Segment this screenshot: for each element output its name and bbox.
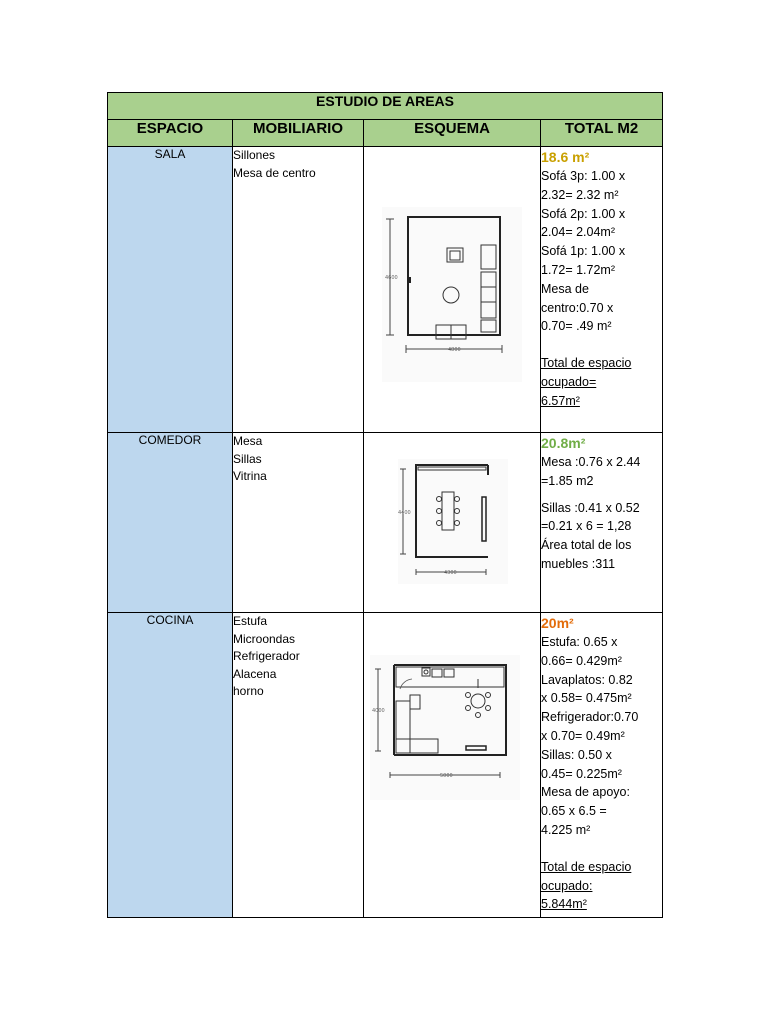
mobiliario-item: Sillas (233, 451, 262, 466)
header-espacio: ESPACIO (108, 120, 233, 147)
total-cell (541, 613, 663, 918)
mobiliario-cell (233, 147, 364, 433)
total-line: Sillas :0.41 x 0.52 (541, 500, 640, 515)
total-cell (541, 433, 663, 613)
total-line: 0.65 x 6.5 = (541, 804, 607, 819)
sala-dim-vertical: 4600 (385, 275, 398, 281)
table-row-comedor (108, 433, 663, 613)
comedor-floor-plan (398, 459, 508, 584)
cocina-dim-vertical: 4000 (372, 708, 385, 714)
total-summary-line: 5.844m² (541, 897, 587, 912)
total-line: Sofá 1p: 1.00 x (541, 244, 626, 259)
total-highlight: 20m² (541, 615, 574, 631)
header-mobiliario: MOBILIARIO (233, 120, 364, 147)
total-summary-line: 6.57m² (541, 393, 580, 408)
total-line: 2.32= 2.32 m² (541, 187, 619, 202)
mobiliario-item: Vitrina (233, 469, 267, 483)
esquema-cell (364, 433, 541, 613)
table-row-sala (108, 147, 663, 433)
total-line: Sofá 3p: 1.00 x (541, 169, 626, 183)
mobiliario-item: Mesa (233, 434, 263, 448)
total-line: centro:0.70 x (541, 300, 614, 315)
cocina-floor-plan (370, 655, 520, 800)
total-line: 0.45= 0.225m² (541, 766, 622, 781)
total-summary-line: ocupado= (541, 374, 597, 389)
comedor-dim-vertical: 4400 (398, 510, 411, 516)
total-line: 4.225 m² (541, 822, 591, 837)
total-line: =0.21 x 6 = 1,28 (541, 519, 632, 534)
total-line: Sofá 2p: 1.00 x (541, 206, 626, 221)
total-line: Sillas: 0.50 x (541, 747, 612, 762)
espacio-cell: COMEDOR (108, 433, 233, 613)
total-line: Mesa de (541, 281, 589, 296)
total-line: x 0.58= 0.475m² (541, 691, 632, 706)
mobiliario-item: Sillones (233, 148, 276, 162)
total-highlight: 18.6 m² (541, 149, 590, 165)
total-line: Estufa: 0.65 x (541, 635, 618, 649)
espacio-cell: SALA (108, 147, 233, 433)
total-line: muebles :311 (541, 556, 616, 571)
total-line: Mesa de apoyo: (541, 785, 630, 800)
mobiliario-item: Mesa de centro (233, 165, 316, 180)
header-esquema: ESQUEMA (364, 120, 541, 147)
total-line: 2.04= 2.04m² (541, 225, 616, 240)
total-line: 0.66= 0.429m² (541, 653, 622, 668)
total-line: Refrigerador:0.70 (541, 710, 639, 725)
total-line: Mesa :0.76 x 2.44 (541, 455, 641, 469)
esquema-cell (364, 613, 541, 918)
total-line: Lavaplatos: 0.82 (541, 672, 633, 687)
total-summary-line: Total de espacio (541, 859, 632, 874)
mobiliario-item: Alacena (233, 666, 277, 681)
header-total: TOTAL M2 (541, 120, 663, 147)
areas-table (107, 92, 663, 918)
mobiliario-item: horno (233, 684, 264, 698)
table-title: ESTUDIO DE AREAS (108, 93, 663, 120)
mobiliario-cell (233, 613, 364, 918)
total-highlight: 20.8m² (541, 435, 586, 451)
table-row-cocina (108, 613, 663, 918)
total-summary-line: Total de espacio (541, 356, 632, 371)
espacio-cell: COCINA (108, 613, 233, 918)
total-line: Área total de los (541, 538, 632, 553)
total-line: x 0.70= 0.49m² (541, 728, 625, 743)
mobiliario-item: Microondas (233, 631, 296, 646)
total-line: 1.72= 1.72m² (541, 262, 616, 277)
esquema-cell (364, 147, 541, 433)
sala-dim-horizontal: 4800 (448, 347, 461, 353)
total-line: 0.70= .49 m² (541, 319, 612, 334)
mobiliario-item: Refrigerador (233, 649, 300, 663)
mobiliario-item: Estufa (233, 614, 268, 628)
comedor-dim-horizontal: 4300 (444, 570, 457, 576)
mobiliario-cell (233, 433, 364, 613)
sala-floor-plan (382, 207, 522, 382)
total-cell (541, 147, 663, 433)
total-line: =1.85 m2 (541, 473, 594, 488)
cocina-dim-horizontal: 5000 (440, 773, 453, 779)
total-summary-line: ocupado: (541, 878, 593, 893)
